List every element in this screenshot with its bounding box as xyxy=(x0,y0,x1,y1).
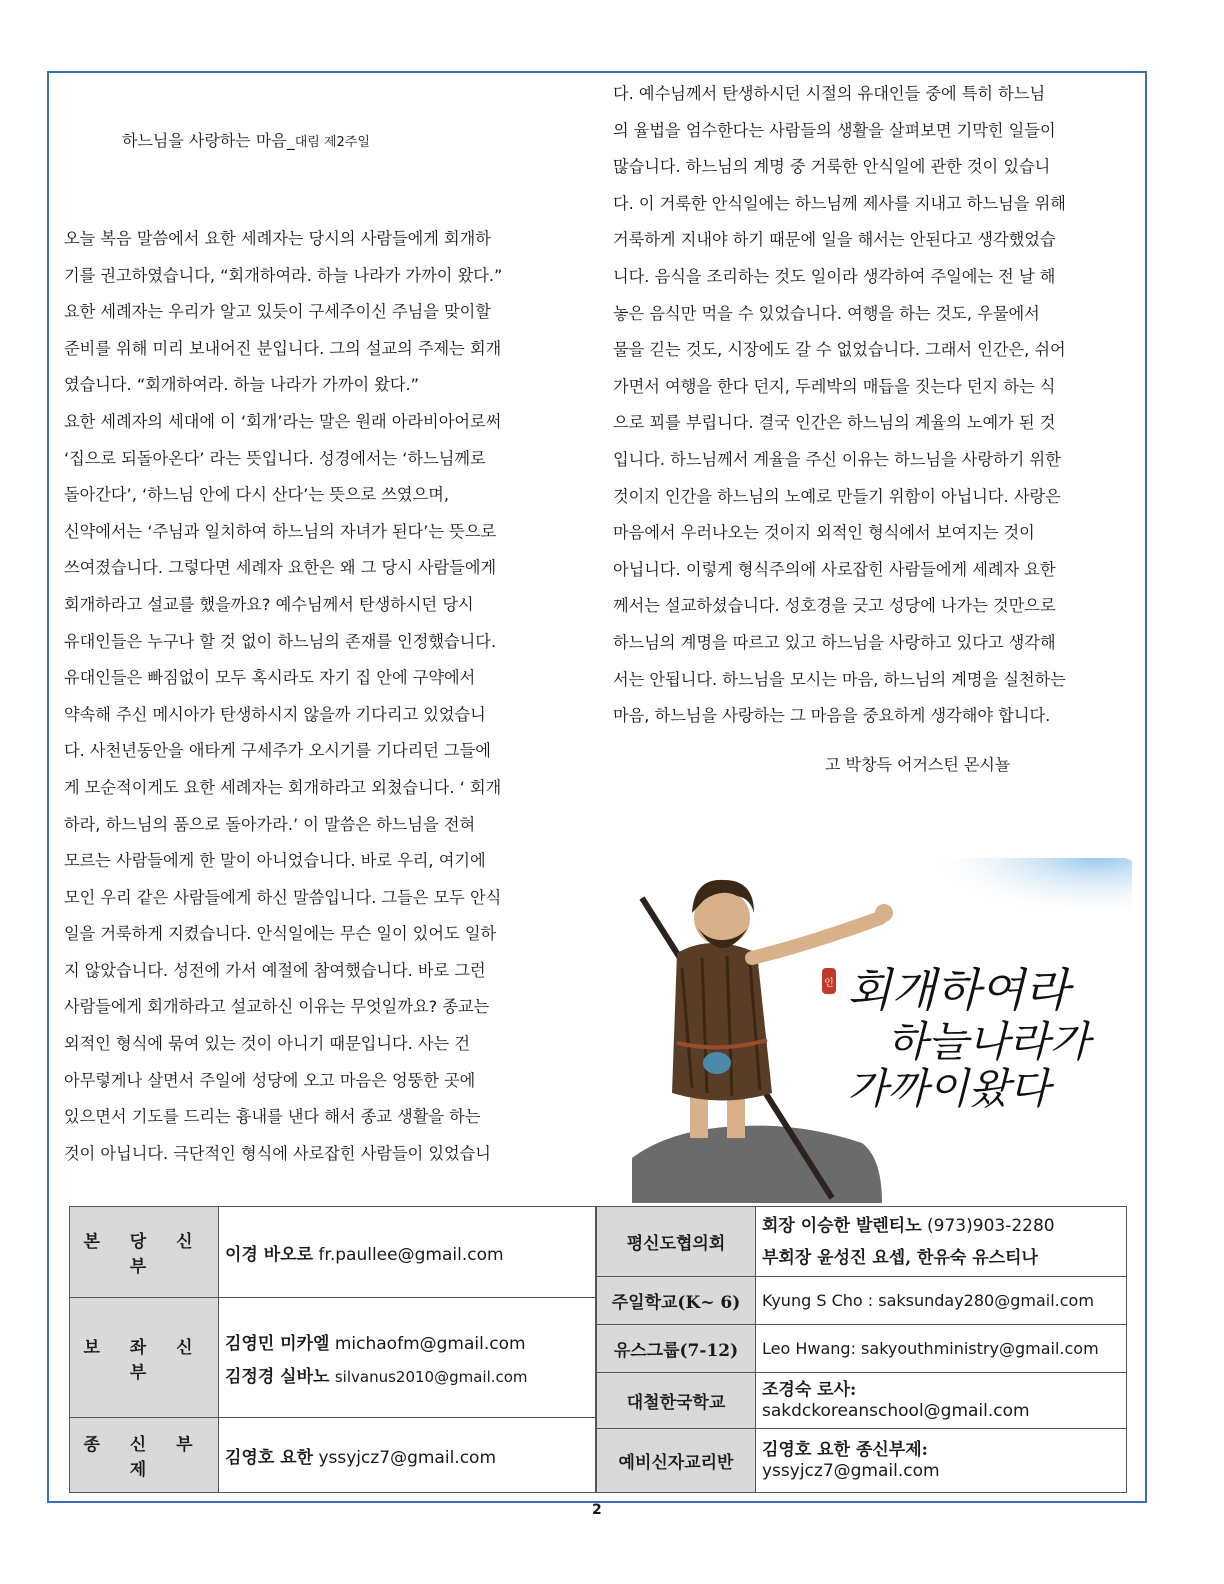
text-line: 신약에서는 ‘주님과 일치하여 하느님의 자녀가 된다’는 뜻으로 xyxy=(64,521,497,541)
ministry-directory-table xyxy=(596,1206,1127,1493)
text-line: 것이 아닙니다. 극단적인 형식에 사로잡힌 사람들이 있었습니 xyxy=(64,1143,491,1163)
text-line: 니다. 음식을 조리하는 것도 일이라 생각하여 주일에는 전 날 해 xyxy=(613,266,1056,286)
text-line: 쓰여졌습니다. 그렇다면 세례자 요한은 왜 그 당시 사람들에게 xyxy=(64,558,497,578)
youth-group-contact[interactable]: Leo Hwang: sakyouthministry@gmail.com xyxy=(756,1325,1127,1373)
text-line: 회개하라고 설교를 했을까요? 예수님께서 탄생하시던 당시 xyxy=(64,594,474,614)
label-pastor: 본 당 신 부 xyxy=(70,1207,219,1298)
sunday-school-contact[interactable]: Kyung S Cho : saksunday280@gmail.com xyxy=(756,1277,1127,1325)
assistant-1-email[interactable]: michaofm@gmail.com xyxy=(334,1333,526,1354)
label-catechumen-class: 예비신자교리반 xyxy=(597,1429,756,1493)
parish-council-contact xyxy=(756,1207,1127,1277)
author-signature: 고 박창득 어거스틴 몬시뇰 xyxy=(825,755,1011,774)
deacon-email[interactable]: yssyjcz7@gmail.com xyxy=(318,1447,497,1468)
pastor-contact xyxy=(219,1207,596,1298)
text-line: 일을 거룩하게 지켰습니다. 안식일에는 무슨 일이 있어도 일하 xyxy=(64,924,497,944)
catechumen-teacher: 김영호 요한 종신부제: xyxy=(762,1439,928,1460)
korean-school-contact xyxy=(756,1373,1127,1429)
assistant-1-name: 김영민 미카엘 xyxy=(225,1333,330,1354)
assistant-2-email[interactable]: silvanus2010@gmail.com xyxy=(334,1367,528,1386)
label-korean-school: 대철한국학교 xyxy=(597,1373,756,1429)
label-sunday-school: 주일학교(K~ 6) xyxy=(597,1277,756,1325)
text-line: 다. 사천년동안을 애타게 구세주가 오시기를 기다리던 그들에 xyxy=(64,741,491,761)
text-line: 요한 세례자의 세대에 이 ‘회개’라는 말은 원래 아라비아어로써 xyxy=(64,411,502,431)
article-right-column xyxy=(613,76,1138,735)
text-line: 오늘 복음 말씀에서 요한 세례자는 당시의 사람들에게 회개하 xyxy=(64,229,491,248)
title-main: 하느님을 사랑하는 마음_ xyxy=(122,131,295,150)
text-line: 가면서 여행을 한다 던지, 두레박의 매듭을 짓는다 던지 하는 식 xyxy=(613,376,1056,396)
label-youth-group: 유스그룹(7-12) xyxy=(597,1325,756,1373)
text-line: 사람들에게 회개하라고 설교하신 이유는 무엇일까요? 종교는 xyxy=(64,997,490,1017)
text-line: 많습니다. 하느님의 계명 중 거룩한 안식일에 관한 것이 있습니 xyxy=(613,157,1051,177)
text-line: 유대인들은 누구나 할 것 없이 하느님의 존재를 인정했습니다. xyxy=(64,631,497,651)
label-permanent-deacon: 종 신 부 제 xyxy=(70,1418,219,1493)
deacon-contact xyxy=(219,1418,596,1493)
text-line: 약속해 주신 메시아가 탄생하시지 않을까 기다리고 있었습니 xyxy=(64,704,486,724)
clergy-directory-table xyxy=(69,1206,596,1493)
text-line: 돌아간다’, ‘하느님 안에 다시 산다’는 뜻으로 쓰였으며, xyxy=(64,485,449,505)
text-line: 다. 예수님께서 탄생하시던 시절의 유대인들 중에 특히 하느님 xyxy=(613,84,1046,103)
text-line: 의 율법을 엄수한다는 사람들의 생활을 살펴보면 기막힌 일들이 xyxy=(613,120,1056,140)
deacon-name: 김영호 요한 xyxy=(225,1447,314,1468)
text-line: 지 않았습니다. 성전에 가서 예절에 참여했습니다. 바로 그런 xyxy=(64,960,486,980)
assistant-priests-contact xyxy=(219,1298,596,1418)
text-line: 입니다. 하느님께서 계율을 주신 이유는 하느님을 사랑하기 위한 xyxy=(613,449,1061,469)
article-title xyxy=(122,128,370,151)
label-assistant-priests: 보 좌 신 부 xyxy=(70,1298,219,1418)
title-sub: 대림 제2주일 xyxy=(294,135,370,150)
text-line: 있으면서 기도를 드리는 흉내를 낸다 해서 종교 생활을 하는 xyxy=(64,1107,481,1127)
assistant-2-name: 김정경 실바노 xyxy=(225,1366,330,1387)
text-line: 아무렇게나 살면서 주일에 성당에 오고 마음은 엉뚱한 곳에 xyxy=(64,1070,476,1090)
text-line: 마음에서 우러나오는 것이지 외적인 형식에서 보여지는 것이 xyxy=(613,523,1035,543)
text-line: 마음, 하느님을 사랑하는 그 마음을 중요하게 생각해야 합니다. xyxy=(613,706,1051,726)
text-line: 서는 안됩니다. 하느님을 모시는 마음, 하느님의 계명을 실천하는 xyxy=(613,669,1066,689)
catechumen-contact xyxy=(756,1429,1127,1493)
korean-school-email[interactable]: sakdckoreanschool@gmail.com xyxy=(762,1400,1030,1421)
text-line: 다. 이 거룩한 안식일에는 하느님께 제사를 지내고 하느님을 위해 xyxy=(613,193,1066,213)
text-line: 것이지 인간을 하느님의 노예로 만들기 위함이 아닙니다. 사랑은 xyxy=(613,486,1061,506)
text-line: 거룩하게 지내야 하기 때문에 일을 해서는 안된다고 생각했었습 xyxy=(613,230,1056,250)
seal-text: 인 xyxy=(824,978,834,989)
text-line: 유대인들은 빠짐없이 모두 혹시라도 자기 집 안에 구약에서 xyxy=(64,668,476,688)
text-line: 놓은 음식만 먹을 수 있었습니다. 여행을 하는 것도, 우물에서 xyxy=(613,303,1040,323)
calligraphy-line-2: 하늘나라가 xyxy=(887,1017,1090,1066)
text-line: 게 모순적이게도 요한 세례자는 회개하라고 외쳤습니다. ‘ 회개 xyxy=(64,777,502,797)
text-line: 였습니다. “회개하여라. 하늘 나라가 가까이 왔다.” xyxy=(64,375,420,395)
text-line: 기를 권고하였습니다, “회개하여라. 하늘 나라가 가까이 왔다.” xyxy=(64,265,503,285)
text-line: ‘집으로 되돌아온다’ 라는 뜻입니다. 성경에서는 ‘하느님께로 xyxy=(64,448,486,468)
pastor-name: 이경 바오로 xyxy=(225,1244,314,1265)
korean-school-teacher: 조경숙 로사: xyxy=(762,1379,857,1400)
calligraphy-line-3: 가까이왔다 xyxy=(847,1064,1050,1113)
text-line: 요한 세례자는 우리가 알고 있듯이 구세주이신 주님을 맞이할 xyxy=(64,302,491,322)
text-line: 물을 긷는 것도, 시장에도 갈 수 없었습니다. 그래서 인간은, 쉬어 xyxy=(613,340,1066,360)
text-line: 준비를 위해 미리 보내어진 분입니다. 그의 설교의 주제는 회개 xyxy=(64,338,502,358)
catechumen-email[interactable]: yssyjcz7@gmail.com xyxy=(762,1460,940,1481)
text-line: 께서는 설교하셨습니다. 성호경을 긋고 성당에 나가는 것만으로 xyxy=(613,596,1056,616)
text-line: 하느님의 계명을 따르고 있고 하느님을 사랑하고 있다고 생각해 xyxy=(613,632,1056,652)
water-pouch xyxy=(703,1052,731,1074)
text-line: 모르는 사람들에게 한 말이 아니었습니다. 바로 우리, 여기에 xyxy=(64,851,486,871)
text-line: 모인 우리 같은 사람들에게 하신 말씀입니다. 그들은 모두 안식 xyxy=(64,887,502,907)
calligraphy-line-1: 회개하여라 xyxy=(847,963,1070,1017)
john-the-baptist-illustration xyxy=(632,858,1132,1203)
council-phone[interactable]: (973)903-2280 xyxy=(927,1215,1055,1236)
article-left-column xyxy=(64,221,574,1172)
council-president: 회장 이승한 발렌티노 xyxy=(762,1215,922,1236)
pastor-email[interactable]: fr.paullee@gmail.com xyxy=(318,1244,504,1265)
council-vice-presidents: 부회장 윤성진 요셉, 한유숙 유스티나 xyxy=(762,1247,1038,1268)
text-line: 아닙니다. 이렇게 형식주의에 사로잡힌 사람들에게 세례자 요한 xyxy=(613,559,1056,579)
text-line: 하라, 하느님의 품으로 돌아가라.’ 이 말씀은 하느님을 전혀 xyxy=(64,814,476,834)
text-line: 외적인 형식에 묶여 있는 것이 아니기 때문입니다. 사는 건 xyxy=(64,1034,470,1054)
page-number: 2 xyxy=(592,1502,602,1518)
text-line: 으로 꾀를 부립니다. 결국 인간은 하느님의 계율의 노예가 된 것 xyxy=(613,413,1056,433)
label-parish-council: 평신도협의회 xyxy=(597,1207,756,1277)
